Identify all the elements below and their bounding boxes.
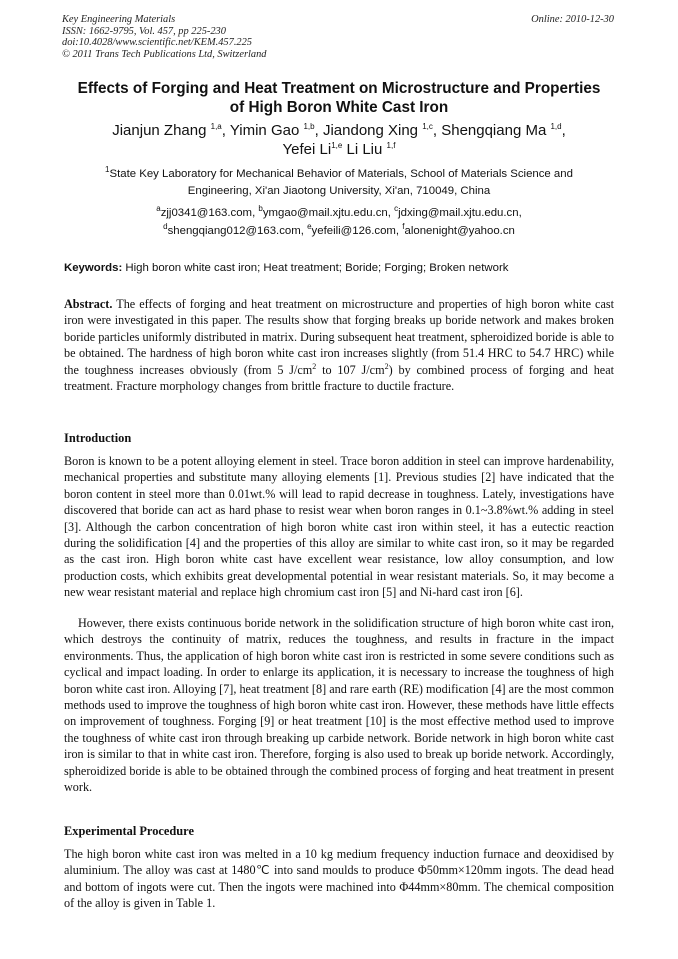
online-date: Online: 2010-12-30 [531,14,614,25]
section-heading-introduction: Introduction [64,431,132,445]
affiliation-line-1 [40,166,638,183]
author-sup: 1,b [303,122,315,131]
author-sup: 1,f [386,140,396,150]
keywords-text: High boron white cast iron; Heat treatment; Boride; Forging; Broken network [125,262,509,274]
email-sup: a [156,204,161,214]
email-link[interactable]: yefeili@126.com [311,225,396,237]
abstract-text: The effects of forging and heat treatment on microstructure and properties of high boron white cast iron were investigated in this paper. The results show that forging breaks up boride network and makes broken boride particles uniformly distributed in matrix. During subsequent heat treatment, spheroidized boride is able to be obtained. The hardness of high boron white cast iron increases slightly (from 51.4 HRC to 54.7 HRC) while the toughness increases obviously (from 5 J/cm [64,297,614,377]
author-sup: 1,e [331,140,343,150]
introduction-paragraph-2: However, there exists continuous boride network in the solidification structure of high boron white cast iron, which destroys the continuity of matrix, reduces the toughness, and results in fracture in the impact environments. Thus, the application of high boron white cast iron is restricted in some severe conditions such as cyclical and impact loading. In order to enlarge its application, it is necessary to increase the toughness of high boron white cast iron. Alloying [7], heat treatment [8] and rare earth (RE) modification [4] are the most common methods used to improve the toughness of high boron white cast iron. However, these methods have little effects on improvement of toughness. Forging [9] or heat treatment [10] is the most effective method used to improve the toughness of white cast iron through breaking up carbide network. Boride network in high boron white cast iron is similar to that in white cast iron. Therefore, forging is also used to break up boride network. Accordingly, spheroidized boride is able to be obtained through the combined process of forging and heat treatment in present work. [64,616,614,795]
email-sup: f [402,222,405,232]
email-link[interactable]: jdxing@mail.xjtu.edu.cn [398,207,519,219]
email-link[interactable]: ymgao@mail.xjtu.edu.cn [262,207,388,219]
affiliation-line-2: Engineering, Xi'an Jiaotong University, Xi'an, 710049, China [187,184,491,197]
journal-header [62,14,266,60]
abstract-text: to 107 J/cm [316,362,385,377]
paper-title [40,80,638,117]
author-sup: 1,c [422,122,433,131]
introduction-paragraph-1: Boron is known to be a potent alloying element in steel. Trace boron addition in steel can improve hardenability, mechanical properties and substitute many alloying elements [1]. Previous studies [2] have indicated that the boron content in steel more than 0.01wt.% will lead to rapid decrease in toughness. Lately, investigations have discovered that boride can act as hard phase to resist wear when boron ranges in 0.1~3.8%wt.% adding in steel [3]. Although the carbon concentration of high boron white cast iron within steel, it has a eutectic reaction during the solidification [4] and the properties of this alloy are similar to white cast iron, so it may be regarded as the cast iron. High boron white cast have excellent wear resistance, low alloy consumption, and low production costs, which exhibits great developmental potential in wear resistant materials. So, it may become a new wear resistant material and replace high chromium cast iron [5] and Ni-hard cast iron [6]. [64,454,614,600]
journal-name: Key Engineering Materials [62,14,176,25]
email-line-2: $^d$shengqiang012@163.com, $^e$yefeili@126.com, $^f$alonenight@yahoo.cn [163,222,515,237]
email-sup: e [307,222,312,232]
affiliation-text: State Key Laboratory for Mechanical Behavior of Materials, School of Materials Science and [109,168,573,180]
author-sup: 1,a [210,122,222,131]
title-line-1: Effects of Forging and Heat Treatment on Microstructure and Properties [77,80,601,97]
email-sup: c [394,204,399,214]
author-name: Li Liu [346,140,383,158]
author-name: Shengqiang Ma [441,122,547,139]
author-line-2 [40,141,638,160]
journal-issn: ISSN: 1662-9795, Vol. 457, pp 225-230 [62,25,226,37]
abstract [64,296,614,394]
abstract-sup: 2 [312,361,317,371]
journal-doi: doi:10.4028/www.scientific.net/KEM.457.225 [62,37,252,48]
keywords [64,261,616,276]
journal-copyright: © 2011 Trans Tech Publications Ltd, Switzerland [62,48,267,60]
author-sup: 1,d [550,122,562,131]
experimental-paragraph-1: The high boron white cast iron was melted in a 10 kg medium frequency induction furnace and deoxidised by aluminium. The alloy was cast at 1480℃ into sand moulds to produce Φ50mm×120mm ingots. The dead head and bottom of ingots were cut. Then the ingots were machined into Φ44mm×80mm. The chemical composition of the alloy is given in Table 1. [64,847,614,911]
author-list [40,122,638,159]
email-link[interactable]: zjj0341@163.com [160,207,253,219]
title-line-2: of High Boron White Cast Iron [229,98,449,116]
keywords-label: Keywords: [64,262,123,274]
abstract-text: ) by combined process of forging and heat treatment. Fracture morphology changes from brittle fracture to ductile fracture. [64,362,615,394]
email-line-1: $^a$zjj0341@163.com, $^b$ymgao@mail.xjtu.edu.cn, $^c$jdxing@mail.xjtu.edu.cn, [156,204,522,219]
abstract-sup: 2 [384,361,389,371]
author-emails [40,204,638,240]
email-link[interactable]: alonenight@yahoo.cn [404,225,515,237]
author-line-1: Jianjun Zhang $^{1,a}$, Yimin Gao $^{1,b}$, Jiandong Xing $^{1,c}$, Shengqiang Ma $^{1,d}$, [112,122,566,139]
author-name: Jianjun Zhang [112,122,207,139]
section-heading-experimental: Experimental Procedure [64,824,194,838]
affiliation [40,166,638,199]
affiliation-sup: 1 [105,165,110,175]
author-name: Yimin Gao [229,122,300,139]
email-sup: d [163,222,168,232]
author-name: Yefei Li [282,140,332,158]
abstract-label: Abstract. [64,297,113,311]
email-sup: b [258,204,263,214]
email-link[interactable]: shengqiang012@163.com [167,225,301,237]
author-name: Jiandong Xing [322,122,419,139]
